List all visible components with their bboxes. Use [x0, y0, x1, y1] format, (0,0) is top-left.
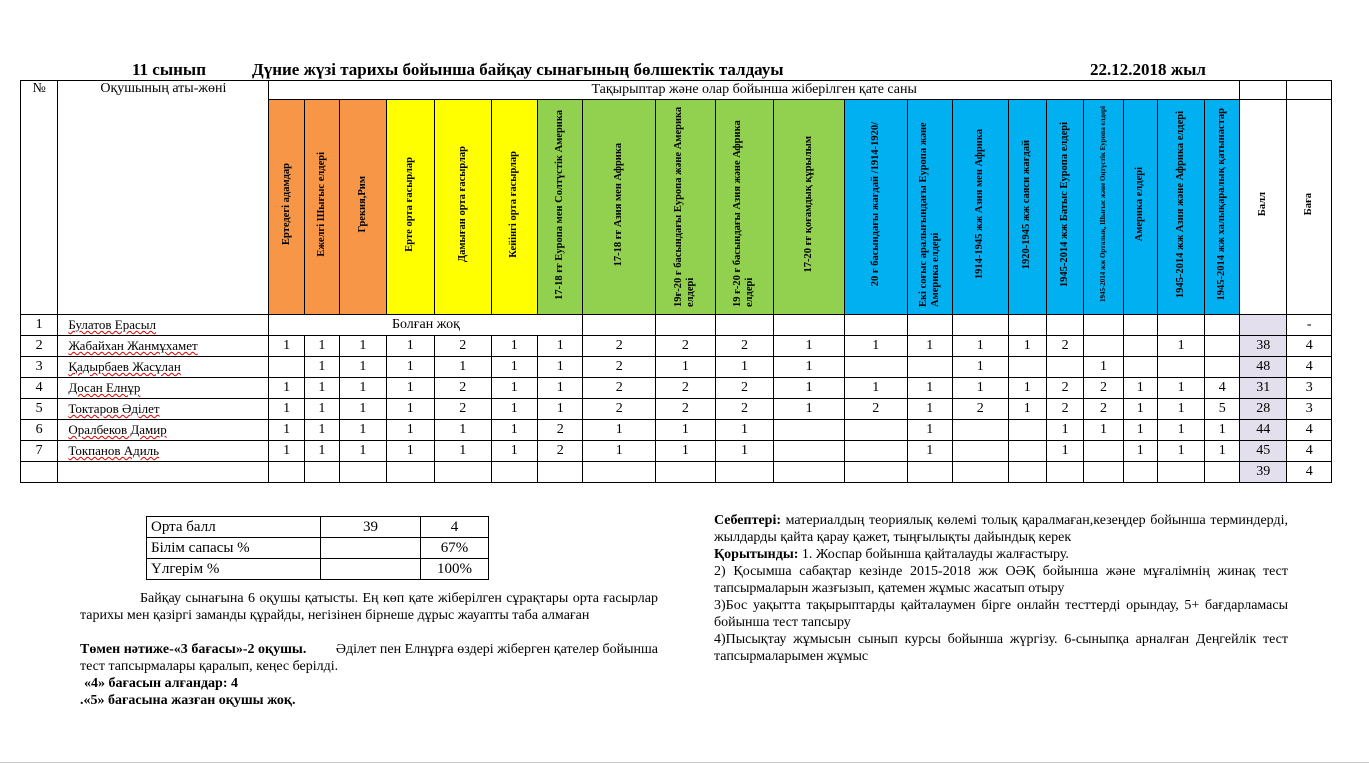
error-cell: 1: [304, 399, 339, 420]
topic-header: [715, 100, 774, 315]
totals-row: [21, 462, 1332, 483]
blank-cell: [583, 462, 656, 483]
student-name: [58, 399, 269, 420]
absent-note: Болған жоқ: [269, 315, 583, 336]
error-cell: [583, 315, 656, 336]
topic-header: [386, 100, 434, 315]
row-number: 5: [21, 399, 58, 420]
grade-cell: 4: [1287, 441, 1332, 462]
topic-label: 19 ғ-20 ғ басындағы Азия және Африка елдері: [732, 120, 756, 307]
score-cell: 38: [1239, 336, 1286, 357]
error-cell: 1: [1046, 441, 1083, 462]
error-cell: [844, 357, 907, 378]
topic-label: 1945-2014 жж Азия және Африка елдері: [1175, 110, 1187, 299]
grade-cell: -: [1287, 315, 1332, 336]
blank-cell: [435, 462, 492, 483]
error-cell: 1: [269, 399, 304, 420]
error-cell: 1: [491, 336, 537, 357]
document-title: [20, 60, 1340, 80]
conclusion-item-3: 3)Бос уақытта тақырыптарды қайталаумен бірге онлайн тесттерді орындау, 5+ бағдарламасы бойынша тест тапсыру: [714, 598, 1288, 630]
table-row: [21, 441, 1332, 462]
error-cell: 1: [269, 420, 304, 441]
student-name: [58, 315, 269, 336]
page-divider: [0, 762, 1369, 763]
right-summary: [714, 512, 1288, 665]
error-cell: 1: [1157, 420, 1204, 441]
grade-cell: 4: [1287, 357, 1332, 378]
blank-cell: [1123, 462, 1157, 483]
error-cell: 1: [537, 357, 582, 378]
grade-cell: 3: [1287, 378, 1332, 399]
topic-header: [1084, 100, 1123, 315]
topic-label: 17-20 ғғ қоғамдық құрылым: [803, 136, 815, 273]
error-cell: 2: [435, 399, 492, 420]
blank-cell: [386, 462, 434, 483]
student-name-text: Досан Елнұр: [68, 380, 141, 395]
blank-cell: [304, 462, 339, 483]
stats-label: Орта балл: [147, 517, 321, 538]
topic-label: 1945-2014 жж Орталық, Шығыс және Оңтүстік Еуропа елдері: [1099, 106, 1108, 303]
blank-cell: [656, 462, 716, 483]
stats-value: 100%: [421, 559, 489, 580]
error-cell: 2: [583, 399, 656, 420]
error-cell: 1: [491, 399, 537, 420]
blank-cell: [1205, 462, 1240, 483]
error-cell: 1: [537, 378, 582, 399]
error-cell: 1: [1008, 399, 1046, 420]
error-cell: [1084, 441, 1123, 462]
error-cell: [656, 315, 716, 336]
error-cell: 1: [656, 420, 716, 441]
topic-label: 1945-2014 жж халықаралық қатынастар: [1216, 108, 1228, 301]
error-cell: 1: [844, 378, 907, 399]
error-cell: 2: [1046, 336, 1083, 357]
error-cell: 1: [907, 336, 952, 357]
conclusion-item-1: 1. Жоспар бойынша қайталауды жалғастыру.: [801, 547, 1069, 562]
error-cell: 1: [1084, 357, 1123, 378]
score-cell: 31: [1239, 378, 1286, 399]
error-cell: 1: [340, 357, 386, 378]
topics-group-header: Тақырыптар және олар бойынша жіберілген қате саны: [269, 81, 1240, 100]
blank-cell: [1008, 462, 1046, 483]
stats-value: 4: [421, 517, 489, 538]
topic-header: [583, 100, 656, 315]
error-cell: [953, 315, 1009, 336]
blank-cell: [21, 462, 58, 483]
score-cell: 28: [1239, 399, 1286, 420]
topic-header: [844, 100, 907, 315]
error-cell: [1084, 315, 1123, 336]
error-cell: 1: [435, 357, 492, 378]
stats-label: Үлгерім %: [147, 559, 321, 580]
student-name: [58, 357, 269, 378]
error-cell: 2: [656, 378, 716, 399]
topic-label: Ертедегі адамдар: [280, 163, 292, 246]
error-cell: 1: [491, 378, 537, 399]
student-name-text: Токтаров Әділет: [68, 401, 160, 416]
error-cell: 1: [907, 378, 952, 399]
student-name-text: Оралбеков Дамир: [68, 422, 167, 437]
error-cell: [774, 315, 845, 336]
error-cell: 2: [656, 336, 716, 357]
total-score: 39: [1239, 462, 1286, 483]
conclusion-label: Қорытынды:: [714, 547, 799, 562]
error-cell: 1: [1123, 441, 1157, 462]
grade5-text: .«5» бағасына жазған оқушы жоқ.: [80, 693, 296, 708]
error-cell: 1: [340, 420, 386, 441]
topic-header: [340, 100, 386, 315]
date-label: 22.12.2018 жыл: [1090, 60, 1206, 79]
student-name: [58, 420, 269, 441]
score-cell: 44: [1239, 420, 1286, 441]
topic-label: 19ғ-20 ғ басындағы Еуропа және Америка елдері: [673, 106, 697, 307]
error-cell: [1008, 441, 1046, 462]
error-cell: 2: [1084, 378, 1123, 399]
topic-label: Кейінгі орта ғасырлар: [508, 151, 520, 258]
conclusion-item-2: 2) Қосымша сабақтар кезінде 2015-2018 жж ОӘҚ бойынша және мұғалімнің жинақ тест тапсырмаларын жазғызып, қатемен жұмыс жасатып отыру: [714, 564, 1288, 596]
error-cell: 1: [1123, 378, 1157, 399]
grade-header-label: Баға: [1303, 193, 1315, 216]
error-cell: 2: [435, 336, 492, 357]
error-cell: [844, 315, 907, 336]
error-cell: 1: [1157, 336, 1204, 357]
score-header-label: Балл: [1257, 192, 1269, 217]
low-result-label: Төмен нәтиже-«3 бағасы»-2 оқушы.: [80, 642, 307, 657]
error-cell: [774, 420, 845, 441]
table-row: [21, 315, 1332, 336]
blank-header-cell: [1239, 81, 1286, 100]
topic-header: [435, 100, 492, 315]
col-num-header: №: [21, 81, 58, 315]
error-cell: [1008, 420, 1046, 441]
error-cell: 1: [907, 441, 952, 462]
error-cell: 2: [537, 441, 582, 462]
grade-cell: 4: [1287, 420, 1332, 441]
error-cell: [1205, 357, 1240, 378]
error-cell: 2: [715, 378, 774, 399]
reasons-label: Себептері:: [714, 513, 782, 528]
error-cell: [1157, 357, 1204, 378]
topic-label: 1945-2014 жж Батыс Еуропа елдері: [1059, 121, 1071, 288]
error-cell: 5: [1205, 399, 1240, 420]
error-cell: 1: [386, 420, 434, 441]
error-cell: 1: [583, 441, 656, 462]
blank-cell: [537, 462, 582, 483]
grade4-text: «4» бағасын алғандар: 4: [84, 676, 238, 691]
student-name-text: Токпанов Адиль: [68, 443, 160, 458]
error-cell: 1: [386, 399, 434, 420]
analysis-table: [20, 80, 1332, 483]
topic-header: [491, 100, 537, 315]
error-cell: 1: [774, 399, 845, 420]
table-row: [21, 378, 1332, 399]
blank-cell: [907, 462, 952, 483]
error-cell: [1123, 315, 1157, 336]
error-cell: 1: [1008, 378, 1046, 399]
row-number: 7: [21, 441, 58, 462]
error-cell: 2: [715, 336, 774, 357]
topic-label: Грекия,Рим: [356, 176, 368, 233]
blank-cell: [1157, 462, 1204, 483]
error-cell: 1: [386, 357, 434, 378]
error-cell: 1: [340, 378, 386, 399]
blank-cell: [1084, 462, 1123, 483]
error-cell: 1: [269, 378, 304, 399]
topic-header: [1157, 100, 1204, 315]
error-cell: [269, 357, 304, 378]
topic-header: [953, 100, 1009, 315]
student-name-text: Булатов Ерасыл: [68, 317, 156, 332]
error-cell: 2: [583, 336, 656, 357]
error-cell: 2: [537, 420, 582, 441]
error-cell: [844, 441, 907, 462]
reasons-text: материалдың теориялық көлемі толық қаралмаған,кезеңдер бойынша терминдерді, жылдарды қайта қарау қажет, тыңғылықты дайындық керек: [714, 513, 1289, 545]
error-cell: 2: [953, 399, 1009, 420]
grade-cell: 3: [1287, 399, 1332, 420]
row-number: 6: [21, 420, 58, 441]
error-cell: [1008, 357, 1046, 378]
low-result-text: Әділет пен Елнұрға өздері жіберген қателер бойынша тест тапсырмалары қаралып, кеңес берілді.: [80, 642, 659, 674]
error-cell: [1205, 315, 1240, 336]
topic-header: [656, 100, 716, 315]
col-name-header: Оқушының аты-жөні: [58, 81, 269, 315]
student-name: [58, 336, 269, 357]
error-cell: 1: [1123, 399, 1157, 420]
error-cell: 2: [844, 399, 907, 420]
stats-row: [147, 538, 489, 559]
error-cell: 1: [537, 399, 582, 420]
blank-cell: [269, 462, 304, 483]
error-cell: 1: [1205, 441, 1240, 462]
error-cell: 1: [656, 357, 716, 378]
error-cell: [715, 315, 774, 336]
error-cell: 1: [715, 357, 774, 378]
row-number: 4: [21, 378, 58, 399]
error-cell: 1: [304, 378, 339, 399]
topic-header: [1123, 100, 1157, 315]
score-header: [1239, 100, 1286, 315]
error-cell: 1: [774, 336, 845, 357]
blank-cell: [58, 462, 269, 483]
error-cell: 1: [1157, 399, 1204, 420]
error-cell: 1: [269, 441, 304, 462]
topic-header: [774, 100, 845, 315]
error-cell: 2: [435, 378, 492, 399]
topic-label: Ерте орта ғасырлар: [404, 157, 416, 252]
error-cell: 1: [844, 336, 907, 357]
topic-label: 17-18 ғғ Еуропа мен Солтүстік Америка: [554, 109, 566, 300]
score-cell: 45: [1239, 441, 1286, 462]
error-cell: 1: [435, 441, 492, 462]
topic-label: 1914-1945 жж Азия мен Африка: [974, 129, 986, 280]
student-name: [58, 441, 269, 462]
blank-cell: [340, 462, 386, 483]
header-row: [21, 81, 1332, 100]
topic-header: [269, 100, 304, 315]
error-cell: 1: [304, 441, 339, 462]
student-name-text: Жабайхан Жанмұхамет: [68, 338, 198, 353]
error-cell: 1: [1157, 378, 1204, 399]
error-cell: 1: [491, 441, 537, 462]
table-row: [21, 336, 1332, 357]
title-text: Дүние жүзі тарихы бойынша байқау сынағының бөлшектік талдауы: [252, 60, 784, 79]
error-cell: [907, 357, 952, 378]
stats-label: Білім сапасы %: [147, 538, 321, 559]
error-cell: 1: [953, 357, 1009, 378]
error-cell: [1157, 315, 1204, 336]
error-cell: 1: [491, 420, 537, 441]
error-cell: [1123, 357, 1157, 378]
error-cell: 1: [304, 420, 339, 441]
blank-cell: [844, 462, 907, 483]
student-name: [58, 378, 269, 399]
error-cell: 1: [953, 336, 1009, 357]
topic-header: [907, 100, 952, 315]
error-cell: 1: [1008, 336, 1046, 357]
error-cell: [1084, 336, 1123, 357]
stats-value: 67%: [421, 538, 489, 559]
error-cell: 2: [1084, 399, 1123, 420]
error-cell: [953, 420, 1009, 441]
error-cell: 1: [715, 441, 774, 462]
score-cell: [1239, 315, 1286, 336]
error-cell: [1123, 336, 1157, 357]
blank-cell: [1046, 462, 1083, 483]
error-cell: 2: [715, 399, 774, 420]
error-cell: 1: [1157, 441, 1204, 462]
student-name-text: Қадырбаев Жасұлан: [68, 359, 181, 374]
topic-label: 1920-1945 жж саяси жағдай: [1021, 139, 1033, 270]
error-cell: 1: [774, 378, 845, 399]
error-cell: 1: [386, 336, 434, 357]
error-cell: 1: [1205, 420, 1240, 441]
stats-row: [147, 559, 489, 580]
table-row: [21, 420, 1332, 441]
error-cell: 2: [583, 378, 656, 399]
error-cell: 1: [953, 378, 1009, 399]
error-cell: 2: [1046, 399, 1083, 420]
error-cell: 1: [304, 357, 339, 378]
error-cell: 1: [537, 336, 582, 357]
topic-label: Екі соғыс аралығындағы Еуропа және Америка елдері: [917, 122, 941, 307]
error-cell: [774, 441, 845, 462]
stats-value: 39: [321, 517, 421, 538]
topic-label: Америка елдері: [1134, 167, 1146, 242]
summary-paragraph: Байқау сынағына 6 оқушы қатысты. Ең көп қате жіберілген сұрақтары орта ғасырлар тарихы мен қазіргі заманды құрайды, негізінен бірнеше дұрыс жауапты таба алмаған: [80, 591, 658, 623]
error-cell: 1: [386, 378, 434, 399]
topic-label: 17-18 ғғ Азия мен Африка: [613, 142, 625, 267]
error-cell: 1: [340, 399, 386, 420]
error-cell: [1046, 315, 1083, 336]
table-row: [21, 357, 1332, 378]
error-cell: 1: [656, 441, 716, 462]
table-row: [21, 399, 1332, 420]
error-cell: [1008, 315, 1046, 336]
score-cell: 48: [1239, 357, 1286, 378]
topic-label: 20 ғ басындағы жағдай /1914-1920/: [869, 122, 881, 287]
blank-header-cell: [1287, 81, 1332, 100]
error-cell: 2: [1046, 378, 1083, 399]
error-cell: 1: [715, 420, 774, 441]
error-cell: 1: [1084, 420, 1123, 441]
topic-header: [537, 100, 582, 315]
stats-row: [147, 517, 489, 538]
topic-header: [1046, 100, 1083, 315]
row-number: 3: [21, 357, 58, 378]
error-cell: 1: [386, 441, 434, 462]
grade-label: 11 сынып: [132, 60, 206, 79]
error-cell: 1: [583, 420, 656, 441]
conclusion-item-4: 4)Пысықтау жұмысын сынып курсы бойынша жүргізу. 6-сыныпқа арналған Деңгейлік тест тапсырмаларымен жұмыс: [714, 632, 1288, 664]
left-summary: [80, 590, 658, 709]
error-cell: 1: [907, 399, 952, 420]
error-cell: 1: [1123, 420, 1157, 441]
error-cell: 1: [435, 420, 492, 441]
topic-header: [1008, 100, 1046, 315]
stats-value: [321, 538, 421, 559]
error-cell: 1: [340, 441, 386, 462]
error-cell: [953, 441, 1009, 462]
error-cell: 1: [774, 357, 845, 378]
blank-cell: [715, 462, 774, 483]
grade-cell: 4: [1287, 336, 1332, 357]
error-cell: 1: [1046, 420, 1083, 441]
topic-label: Ежелгі Шығыс елдері: [315, 152, 327, 257]
topic-header: [1205, 100, 1240, 315]
topic-header: [304, 100, 339, 315]
error-cell: [1046, 357, 1083, 378]
blank-cell: [491, 462, 537, 483]
error-cell: 2: [583, 357, 656, 378]
error-cell: 2: [656, 399, 716, 420]
error-cell: 4: [1205, 378, 1240, 399]
total-grade: 4: [1287, 462, 1332, 483]
grade-header: [1287, 100, 1332, 315]
error-cell: [1205, 336, 1240, 357]
error-cell: 1: [304, 336, 339, 357]
stats-table: [146, 516, 489, 580]
blank-cell: [953, 462, 1009, 483]
stats-value: [321, 559, 421, 580]
error-cell: 1: [269, 336, 304, 357]
error-cell: 1: [491, 357, 537, 378]
topic-label: Дамыған орта ғасырлар: [456, 146, 468, 263]
row-number: 1: [21, 315, 58, 336]
error-cell: [844, 420, 907, 441]
error-cell: [907, 315, 952, 336]
error-cell: 1: [340, 336, 386, 357]
row-number: 2: [21, 336, 58, 357]
blank-cell: [774, 462, 845, 483]
error-cell: 1: [907, 420, 952, 441]
